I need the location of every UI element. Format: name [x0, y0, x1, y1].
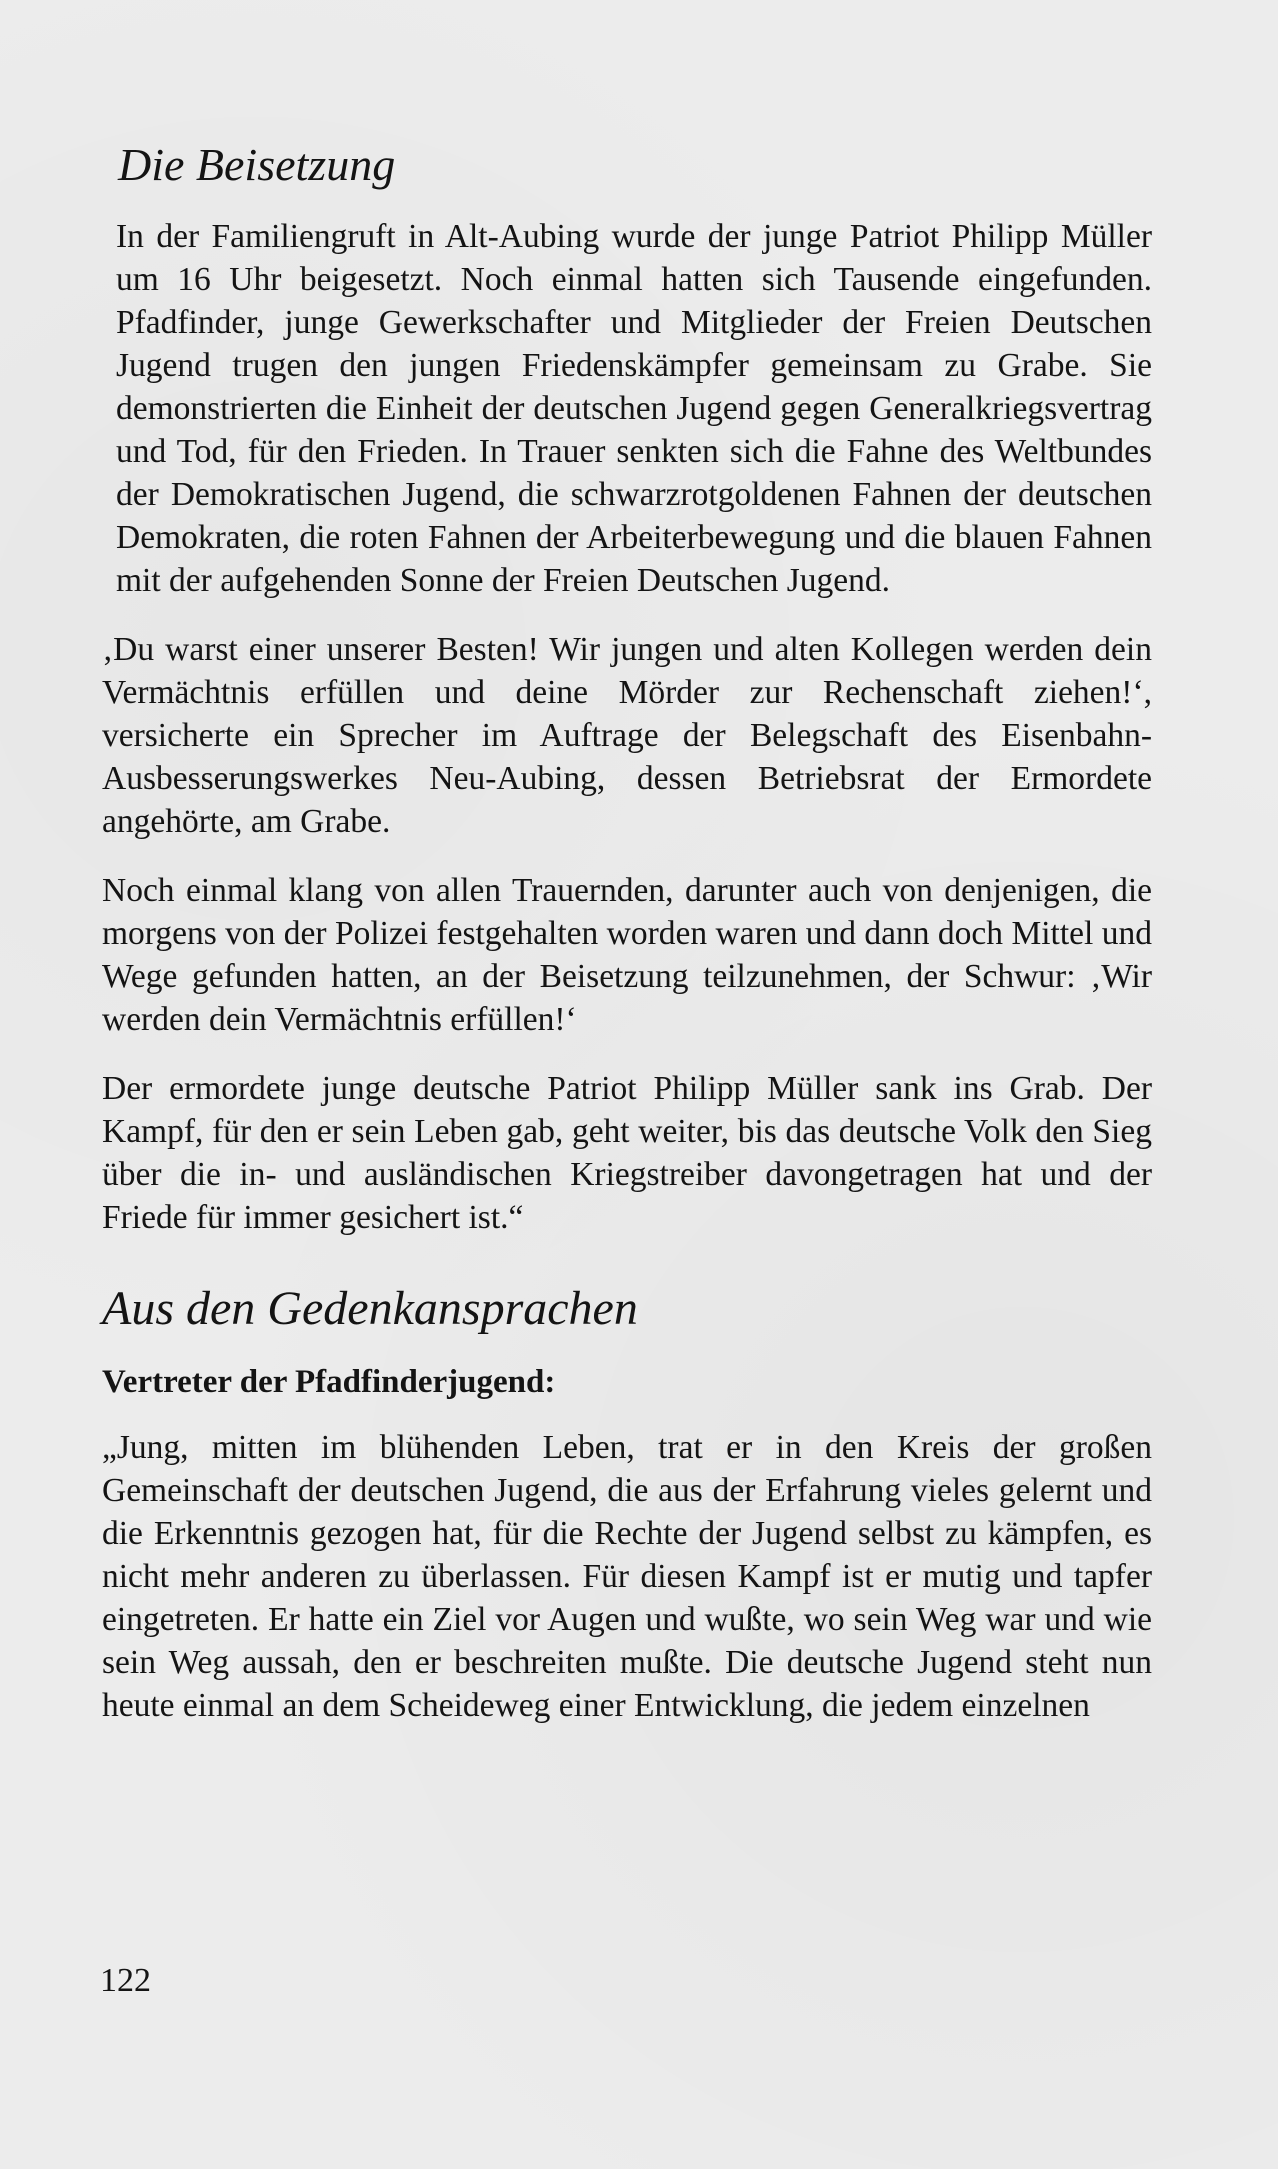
page-number: 122: [100, 1962, 151, 1999]
page-content: [102, 140, 1152, 1753]
paragraph-beisetzung-1: In der Familiengruft in Alt-Aubing wurde der junge Patriot Philipp Müller um 16 Uhr beigesetzt. Noch einmal hatten sich Tausende eingefunden. Pfadfinder, junge Gewerkschafter und Mitglieder der Freien Deutschen Jugend trugen den jungen Friedenskämpfer gemeinsam zu Grabe. Sie demonstrierten die Einheit der deutschen Jugend gegen Generalkriegsvertrag und Tod, für den Frieden. In Trauer senkten sich die Fahne des Weltbundes der Demokratischen Jugend, die schwarzrotgoldenen Fahnen der deutschen Demokraten, die roten Fahnen der Arbeiterbewegung und die blauen Fahnen mit der aufgehenden Sonne der Freien Deutschen Jugend.: [116, 217, 1152, 599]
paragraph-beisetzung-2: ‚Du warst einer unserer Besten! Wir jungen und alten Kollegen werden dein Vermächtnis erfüllen und deine Mörder zur Rechenschaft ziehen!‘, versicherte ein Sprecher im Auftrage der Belegschaft des Eisenbahn-Ausbesserungswerkes Neu-Aubing, dessen Betriebsrat der Ermordete angehörte, am Grabe.: [102, 630, 1152, 840]
paragraph-beisetzung-4: Der ermordete junge deutsche Patriot Philipp Müller sank ins Grab. Der Kampf, für den er sein Leben gab, geht weiter, bis das deutsche Volk den Sieg über die in- und ausländischen Kriegstreiber davongetragen hat und der Friede für immer gesichert ist.“: [102, 1069, 1152, 1236]
section-title-beisetzung: Die Beisetzung: [118, 139, 396, 190]
paragraph-speech: „Jung, mitten im blühenden Leben, trat er in den Kreis der großen Gemeinschaft der deutschen Jugend, die aus der Erfahrung vieles gelernt und die Erkenntnis gezogen hat, für die Rechte der Jugend selbst zu kämpfen, es nicht mehr anderen zu überlassen. Für diesen Kampf ist er mutig und tapfer eingetreten. Er hatte ein Ziel vor Augen und wußte, wo sein Weg war und wie sein Weg aussah, den er beschreiten mußte. Die deutsche Jugend steht nun heute einmal an dem Scheideweg einer Entwicklung, die jedem einzelnen: [102, 1429, 1152, 1725]
speaker-heading: Vertreter der Pfadfinderjugend:: [102, 1364, 556, 1401]
section-title-gedenkansprachen: Aus den Gedenkansprachen: [102, 1281, 638, 1335]
paragraph-beisetzung-3: Noch einmal klang von allen Trauernden, darunter auch von denjenigen, die morgens von der Polizei festgehalten worden waren und dann doch Mittel und Wege gefunden hatten, an der Beisetzung teilzunehmen, der Schwur: ‚Wir werden dein Vermächtnis erfüllen!‘: [102, 871, 1152, 1038]
